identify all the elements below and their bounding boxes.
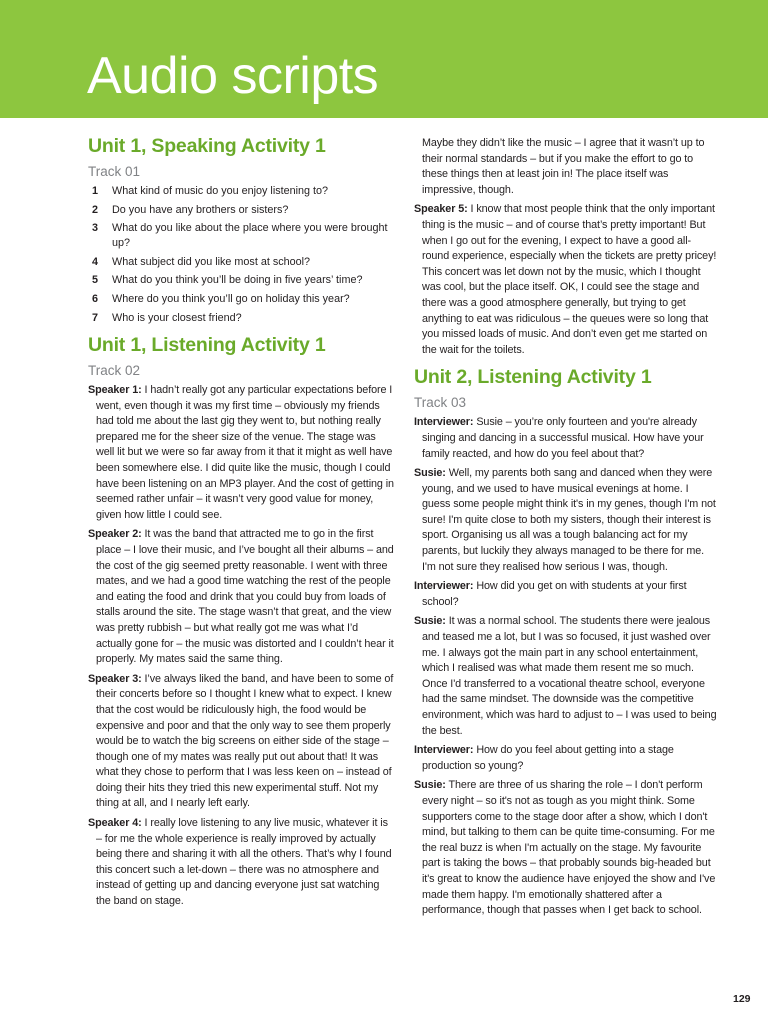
question-item xyxy=(88,221,394,250)
question-number: 4 xyxy=(92,255,99,268)
speaker-label: Speaker 3: xyxy=(88,672,142,685)
speaker-label: Interviewer: xyxy=(414,744,474,757)
speech-text: I hadn’t really got any particular expectations before I went, even though it was my first time – obviously my friends had told me about the last gig they went to, but nothing really prepared me for the sheer size of the venue. The stage was well lit but we were so far away from it that it might as well have been somewhere else. I did quite like the music, though I could have been listening on an MP3 player. And the cost of getting in seemed rather unfair – it wasn’t very good value for money, given how little I could see. xyxy=(96,384,394,521)
question-text: Do you have any brothers or sisters? xyxy=(112,203,289,216)
question-number: 6 xyxy=(92,292,99,305)
speaker-paragraph xyxy=(88,383,394,523)
speaker-label: Speaker 5: xyxy=(414,203,468,216)
speaker-label: Speaker 2: xyxy=(88,528,142,541)
question-item xyxy=(88,311,394,325)
page-title: Audio scripts xyxy=(87,47,379,105)
left-column xyxy=(88,132,394,914)
speaker-4-continuation: Maybe they didn’t like the music – I agree that it wasn’t up to their normal standards – but if you make the effort to go to these things then at least join in! The place itself was impressive, though. xyxy=(422,137,705,196)
interview-paragraph xyxy=(414,579,718,610)
speaker-label: Speaker 1: xyxy=(88,384,142,397)
speaker-paragraph xyxy=(88,816,394,910)
question-item xyxy=(88,184,394,198)
speech-text: There are three of us sharing the role – I don't perform every night – so it's not as tough as you might think. Some supporters come to the stage door after a show, which I don't mind, but talking to them can be quite time-consuming. For me the real buzz is when I'm actually on the stage. My favourite part is taking the bows – that probably sounds big-headed but it's great to know the audience have enjoyed the show and I've made them happy. I'm emotionally shattered after a performance, though that passes when I get back to school. xyxy=(422,779,716,917)
speaker-label: Speaker 4: xyxy=(88,817,142,830)
speaker-label: Susie: xyxy=(414,467,446,480)
track-03-label: Track 03 xyxy=(414,395,467,411)
speech-text: How do you feel about getting into a stage production so young? xyxy=(422,744,674,772)
speech-text: Susie – you’re only fourteen and you're already singing and dancing in a successful musical. How have your family reacted, and how do you feel about that? xyxy=(422,416,704,460)
speech-text: I really love listening to any live music, whatever it is – for me the whole experience is really improved by actually being there and sharing it with all the others. That’s why I found this concert such a let-down – there was no atmosphere and instead of getting up and dancing everyone just sat watching the band on stage. xyxy=(96,817,392,908)
question-item xyxy=(88,292,394,306)
question-text: What subject did you like most at school? xyxy=(112,255,311,268)
speaker-label: Interviewer: xyxy=(414,580,474,593)
question-text: Where do you think you’ll go on holiday this year? xyxy=(112,292,350,305)
track-01-label: Track 01 xyxy=(88,164,141,179)
question-text: What do you like about the place where you were brought up? xyxy=(112,222,388,249)
question-text: What do you think you’ll be doing in five years’ time? xyxy=(112,274,363,287)
speaker-label: Susie: xyxy=(414,779,446,792)
question-number: 1 xyxy=(92,185,99,197)
speech-text: How did you get on with students at your first school? xyxy=(422,580,687,608)
interview-paragraph xyxy=(414,743,718,774)
question-item xyxy=(88,255,394,269)
right-column xyxy=(414,136,718,923)
speaker-paragraph xyxy=(88,527,394,667)
speech-text: It was a normal school. The students there were jealous and teased me a lot, but I was so focused, it just washed over me. I always got the main part in any school entertainment, which I realised was what made them resent me so much. Once I'd transferred to a vocational theatre school, everyone had the same mindset. The downside was the competitive environment, which was hard to adjust to – I was used to being the best. xyxy=(422,615,717,737)
title-banner xyxy=(0,0,768,118)
interview-paragraph xyxy=(414,466,718,575)
page-number: 129 xyxy=(733,993,751,1005)
speech-text: I’ve always liked the band, and have been to some of their concerts before so I thought I knew what to expect. I knew that the cost would be ridiculously high, the food would be expensive and poor and that the only way to see them properly would be to watch the big screens on either side of the stage – though one of my mates was really put out about that! It was what they chose to perform that I was less keen on – instead of doing their hits they tried this new experimental stuff. Not my thing at all, and I nearly left early. xyxy=(96,672,394,810)
speech-text: I know that most people think that the only important thing is the music – and of course that’s pretty important! But when I go out for the evening, I expect to have a good all-round experience, especially when the tickets are pretty pricey! This concert was let down not by the music, which I thought was cool, but the place itself. OK, I could see the stage and there was a good atmosphere generally, but trying to get anything to eat was ridiculous – the queues were so long that you missed loads of music. And don’t even get me started on the wait for the toilets. xyxy=(422,203,717,356)
question-text: What kind of music do you enjoy listening to? xyxy=(112,185,329,197)
question-item xyxy=(88,203,394,217)
track-02-label: Track 02 xyxy=(88,363,141,379)
speech-text: It was the band that attracted me to go in the first place – I love their music, and I’ve bought all their albums – and the cost of the gig seemed pretty reasonable. I went with three mates, and we had a good time watching the rest of the people and eating the food and drink that you could buy from loads of stalls around the site. The stage wasn’t that great, and the view was pretty rubbish – but what really got me was what I’d actually gone for – the music was distorted and I couldn’t hear it properly. My mates said the same thing. xyxy=(96,528,394,666)
speaker-label: Interviewer: xyxy=(414,416,474,429)
question-number: 7 xyxy=(92,311,99,324)
interview-paragraph xyxy=(414,415,718,462)
question-item xyxy=(88,273,394,287)
question-number: 2 xyxy=(92,203,99,216)
question-list xyxy=(88,184,394,325)
unit1-speaking-heading: Unit 1, Speaking Activity 1 xyxy=(88,135,326,157)
question-text: Who is your closest friend? xyxy=(112,311,242,324)
unit2-listening-heading: Unit 2, Listening Activity 1 xyxy=(414,366,652,389)
interview-paragraph xyxy=(414,778,718,918)
question-number: 5 xyxy=(92,274,99,287)
unit1-listening-heading: Unit 1, Listening Activity 1 xyxy=(88,334,326,357)
question-number: 3 xyxy=(92,222,99,235)
speaker-paragraph xyxy=(88,672,394,812)
speaker-label: Susie: xyxy=(414,615,446,628)
interview-paragraph xyxy=(414,614,718,739)
speech-text: Well, my parents both sang and danced when they were young, and we used to have musical evenings at home. I guess some people might think it's in my genes, though I'm not sure! I'm quite close to both my sisters, though their interest is sport. Organising us all was a tough balancing act for my parents, but luckily they always managed to be there for me. I'm not sure they realised how serious I was, though. xyxy=(422,467,716,573)
speaker-paragraph xyxy=(414,202,718,358)
